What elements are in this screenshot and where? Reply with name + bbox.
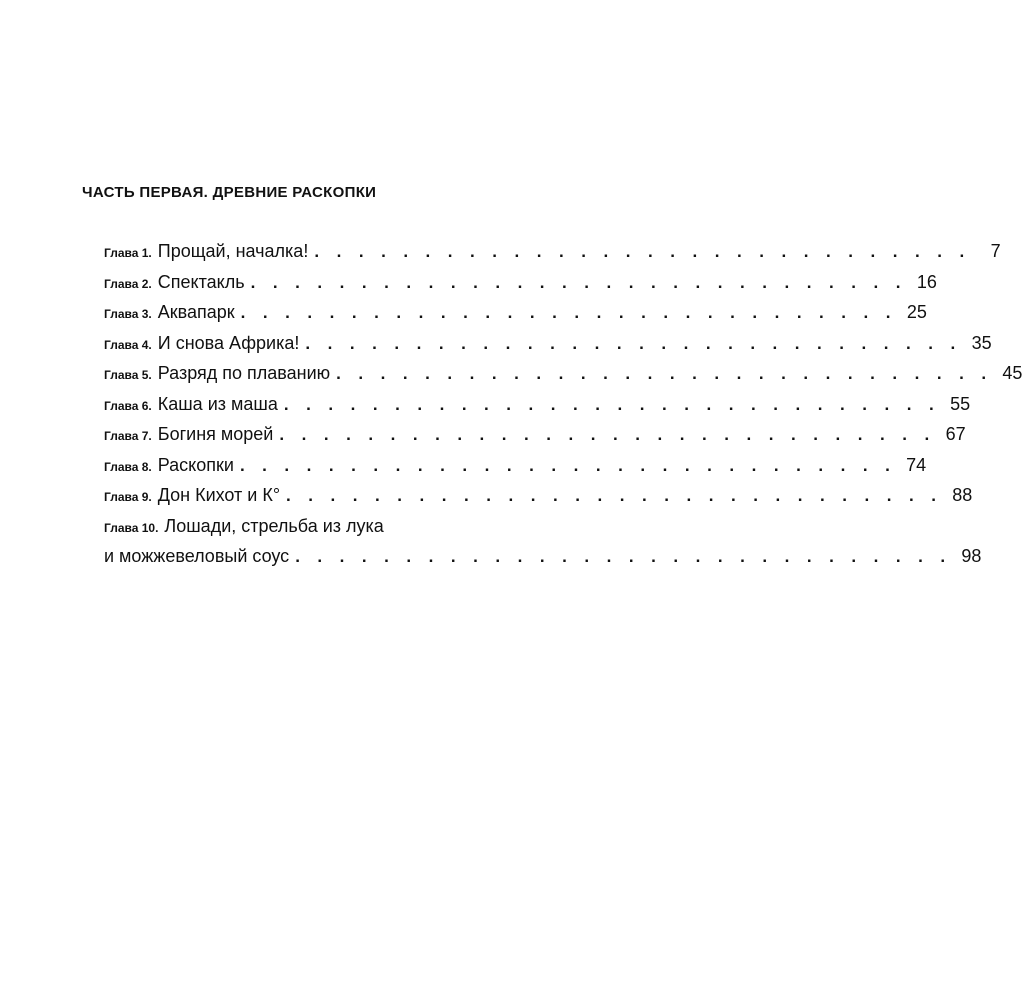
toc-entry-chapter-2[interactable] xyxy=(104,267,937,298)
dot-leader: . . . . . . . . . . . . . . . . . . . . . . . . . . . . . . xyxy=(305,333,962,353)
dot-leader: . . . . . . . . . . . . . . . . . . . . . . . . . . . . . . xyxy=(283,394,941,414)
dot-leader: . . . . . . . . . . . . . . . . . . . . . . . . . . . . . . xyxy=(295,547,952,566)
page-number: 55 xyxy=(950,393,971,414)
page-number: 25 xyxy=(906,302,927,322)
chapter-title: Прощай, началка! xyxy=(157,241,309,261)
toc-entry-chapter-4[interactable] xyxy=(104,328,992,359)
page-number: 98 xyxy=(961,546,982,566)
dot-leader: . . . . . . . . . . . . . . . . . . . . . . . . . . . . . . xyxy=(314,242,971,261)
dot-leader: . . . . . . . . . . . . . . . . . . . . . . . . . . . . . . xyxy=(240,303,897,322)
dot-leader: . . . . . . . . . . . . . . . . . . . . . . . . . . . . . . xyxy=(336,364,993,383)
chapter-label: Глава 5. xyxy=(104,368,152,382)
page-number: 45 xyxy=(1002,363,1022,383)
chapter-title: Лошади, стрельба из лука xyxy=(164,515,384,536)
chapter-label: Глава 10. xyxy=(104,520,159,535)
chapter-title: Аквапарк xyxy=(157,302,235,322)
toc-entry-chapter-1[interactable] xyxy=(104,236,1001,267)
table-of-contents xyxy=(104,236,1022,572)
toc-entry-chapter-7[interactable] xyxy=(104,419,966,450)
page-number: 16 xyxy=(916,271,937,292)
chapter-label: Глава 3. xyxy=(104,307,152,321)
toc-entry-chapter-5[interactable] xyxy=(104,358,1022,389)
toc-entry-chapter-10[interactable] xyxy=(104,511,534,542)
dot-leader: . . . . . . . . . . . . . . . . . . . . . . . . . . . . . . xyxy=(279,425,936,444)
page-number: 7 xyxy=(990,241,1001,261)
toc-entry-chapter-9[interactable] xyxy=(104,480,973,511)
chapter-label: Глава 8. xyxy=(104,459,152,474)
chapter-title: Богиня морей xyxy=(157,424,274,444)
toc-entry-chapter-3[interactable] xyxy=(104,297,927,328)
page-number: 74 xyxy=(906,454,927,475)
page-number: 67 xyxy=(945,424,966,444)
page-number: 35 xyxy=(971,332,992,353)
chapter-title: Раскопки xyxy=(157,454,234,475)
chapter-label: Глава 6. xyxy=(104,398,152,413)
chapter-title: Каша из маша xyxy=(157,393,278,414)
chapter-title: Дон Кихот и К° xyxy=(157,485,281,505)
chapter-title: Разряд по плаванию xyxy=(157,363,331,383)
dot-leader: . . . . . . . . . . . . . . . . . . . . . . . . . . . . . . xyxy=(250,272,907,292)
dot-leader: . . . . . . . . . . . . . . . . . . . . . . . . . . . . . . xyxy=(239,455,897,475)
chapter-label: Глава 7. xyxy=(104,429,152,443)
dot-leader: . . . . . . . . . . . . . . . . . . . . . . . . . . . . . . xyxy=(286,486,943,505)
chapter-label: Глава 2. xyxy=(104,276,152,291)
chapter-label: Глава 9. xyxy=(104,490,152,504)
chapter-title: И снова Африка! xyxy=(157,332,300,353)
part-title: ЧАСТЬ ПЕРВАЯ. ДРЕВНИЕ РАСКОПКИ xyxy=(82,184,377,201)
chapter-label: Глава 1. xyxy=(104,246,152,260)
page-number: 88 xyxy=(952,485,973,505)
chapter-title-continued: и можжевеловый соус xyxy=(104,546,290,566)
chapter-title: Спектакль xyxy=(157,271,245,292)
toc-entry-chapter-10-continued[interactable] xyxy=(104,541,982,572)
chapter-label: Глава 4. xyxy=(104,337,152,352)
toc-entry-chapter-8[interactable] xyxy=(104,450,927,481)
toc-entry-chapter-6[interactable] xyxy=(104,389,971,420)
